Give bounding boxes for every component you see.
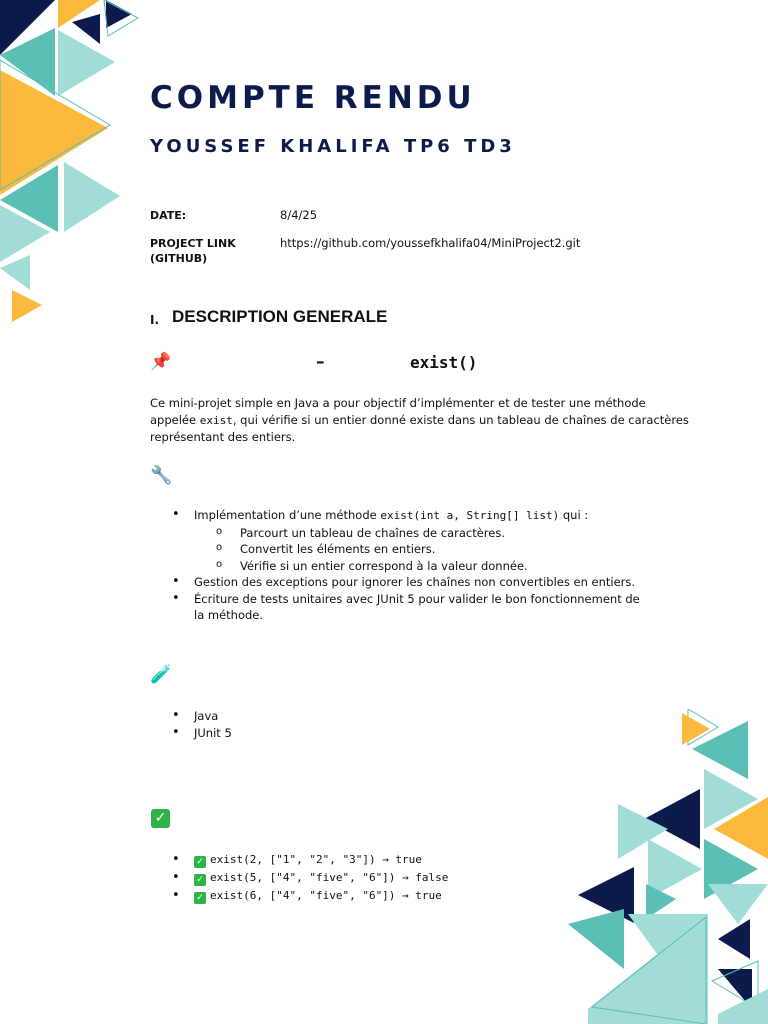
list-item: • Java	[170, 708, 640, 725]
section-number: I.	[150, 313, 160, 327]
list-item	[170, 869, 640, 887]
project-link-label	[150, 236, 236, 266]
feature-1-sublist	[194, 525, 640, 575]
feature-1-prefix: Implémentation d’une méthode	[194, 508, 381, 522]
project-link-url[interactable]: https://github.com/youssefkhalifa04/MiniProject2.git	[280, 236, 581, 250]
features-list	[170, 507, 640, 624]
pushpin-icon: 📌	[150, 352, 172, 372]
list-item: o Parcourt un tableau de chaînes de caractères.	[240, 525, 640, 542]
check-mark-icon: ✓	[194, 892, 206, 904]
feature-1-suffix: qui :	[559, 508, 589, 522]
list-item: o Convertit les éléments en entiers.	[240, 541, 640, 558]
decorative-triangles-top-left	[0, 0, 140, 330]
project-link-label-line1: PROJECT LINK	[150, 237, 236, 250]
check-mark-icon: ✓	[151, 809, 170, 828]
test-case-1: exist(2, ["1", "2", "3"]) → true	[210, 853, 422, 866]
description-text-1: Ce mini-projet simple en Java a pour objectif d’implémenter et de tester une méthode appelée	[150, 396, 646, 427]
list-item: • Gestion des exceptions pour ignorer les chaînes non convertibles en entiers.	[170, 574, 640, 591]
document-title: COMPTE RENDU	[150, 80, 476, 116]
feature-1-code: exist(int a, String[] list)	[380, 509, 560, 522]
list-item	[170, 887, 640, 905]
list-item: • Écriture de tests unitaires avec JUnit 5 pour valider le bon fonctionnement de la méthode.	[170, 591, 640, 624]
document-subtitle: YOUSSEF KHALIFA TP6 TD3	[150, 136, 516, 157]
date-value: 8/4/25	[280, 208, 318, 222]
method-name-heading: exist()	[410, 353, 478, 372]
check-mark-icon: ✓	[194, 856, 206, 868]
list-item: o Vérifie si un entier correspond à la valeur donnée.	[240, 558, 640, 575]
wrench-icon: 🔧	[150, 465, 173, 486]
technologies-list	[170, 708, 640, 741]
heading-dash: –	[316, 352, 325, 372]
project-link-label-line2: (GITHUB)	[150, 252, 208, 265]
check-mark-icon: ✓	[194, 874, 206, 886]
description-paragraph	[150, 395, 690, 446]
test-tube-icon: 🧪	[150, 664, 173, 685]
tests-list	[170, 851, 640, 905]
description-text-2: , qui vérifie si un entier donné existe dans un tableau de chaînes de caractères représentant des entiers.	[150, 412, 689, 444]
test-case-3: exist(6, ["4", "five", "6"]) → true	[210, 889, 442, 902]
date-label: DATE:	[150, 209, 187, 222]
test-case-2: exist(5, ["4", "five", "6"]) → false	[210, 871, 449, 884]
list-item: • JUnit 5	[170, 725, 640, 742]
list-item	[170, 851, 640, 869]
description-code: exist	[199, 413, 233, 427]
list-item	[170, 507, 640, 574]
section-title: DESCRIPTION GENERALE	[172, 307, 388, 326]
